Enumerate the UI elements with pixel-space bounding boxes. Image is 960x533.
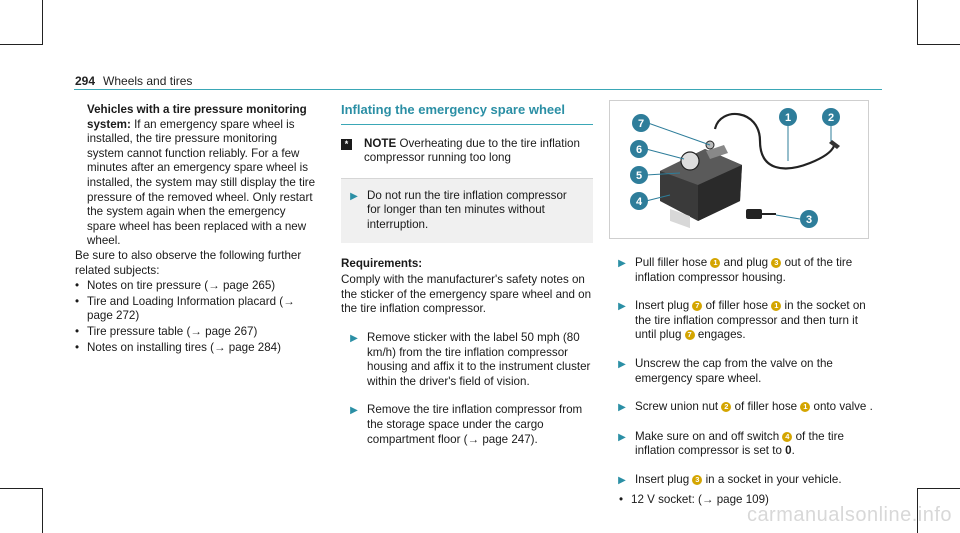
callout-4 xyxy=(630,192,648,210)
number-badge: 1 xyxy=(800,402,810,412)
middle-column xyxy=(341,103,593,447)
svg-text:2: 2 xyxy=(827,112,835,124)
step-text: Remove sticker with the label 50 mph (80 km/h) from the tire inflation compressor housing and affix it to the instrument cluster within the driver's field of vision. xyxy=(367,330,591,388)
number-badge: 2 xyxy=(721,402,731,412)
number-badge: 7 xyxy=(685,330,695,340)
step-text: Unscrew the cap from the valve on the emergency spare wheel. xyxy=(635,356,833,385)
note-label: NOTE xyxy=(364,136,397,150)
tire-inflation-compressor-illustration xyxy=(610,101,868,238)
intro-text: If an emergency spare wheel is installed, the tire pressure monitoring system cannot function reliably. For a few minutes after an emergency spare wheel is installed, the system may still display the tire pressure of the removed wheel. Only restart the system again when the emergency spare wheel has been replaced with a new wheel. xyxy=(87,117,316,248)
note-step-text: Do not run the tire inflation compressor for longer than ten minutes without interruption. xyxy=(367,188,567,231)
compressor-figure xyxy=(609,100,869,239)
callout-1 xyxy=(779,108,797,126)
instruction-step: ▶ Insert plug 7 of filler hose 1 in the socket on the tire inflation compressor and then turn it until plug 7 engages. xyxy=(609,299,875,343)
list-item[interactable]: • Tire pressure table (→ page 267) xyxy=(75,324,258,338)
see-also-text: Be sure to also observe the following further related subjects: xyxy=(75,248,302,277)
list-item[interactable]: • Notes on installing tires (→ page 284) xyxy=(75,340,281,354)
warning-icon: * xyxy=(341,139,352,150)
bullet-text: Notes on installing tires (→ page 284) xyxy=(87,340,281,354)
list-item[interactable]: • Notes on tire pressure (→ page 265) xyxy=(75,279,276,293)
step-arrow-icon: ▶ xyxy=(618,358,626,370)
svg-text:4: 4 xyxy=(635,196,643,208)
list-item[interactable]: • 12 V socket: (→ page 109) xyxy=(619,492,769,506)
section-heading: Inflating the emergency spare wheel xyxy=(341,102,565,117)
crop-mark xyxy=(42,0,43,45)
requirements-title: Requirements: xyxy=(341,256,423,270)
step-arrow-icon: ▶ xyxy=(618,301,626,313)
callout-7 xyxy=(632,114,650,132)
bullet-text: Tire pressure table (→ page 267) xyxy=(87,324,258,338)
instruction-step: ▶ Insert plug 3 in a socket in your vehicle. xyxy=(609,473,875,489)
callout-5 xyxy=(630,166,648,184)
svg-text:7: 7 xyxy=(637,118,645,130)
svg-text:6: 6 xyxy=(635,144,643,156)
instruction-step xyxy=(341,403,593,447)
number-badge: 7 xyxy=(692,301,702,311)
number-badge: 3 xyxy=(771,258,781,268)
intro-paragraph xyxy=(75,103,317,249)
svg-text:3: 3 xyxy=(805,214,813,226)
note-text: Overheating due to the tire inflation compressor running too long xyxy=(364,136,580,165)
watermark: carmanualsonline.info xyxy=(746,504,952,526)
step-arrow-icon: ▶ xyxy=(350,405,358,417)
left-column xyxy=(75,103,317,355)
instruction-step: ▶ Pull filler hose 1 and plug 3 out of the tire inflation compressor housing. xyxy=(609,256,875,285)
number-badge: 3 xyxy=(692,475,702,485)
callout-6 xyxy=(630,140,648,158)
callout-2 xyxy=(822,108,840,126)
svg-text:1: 1 xyxy=(784,112,792,124)
note-box xyxy=(341,125,593,179)
number-badge: 4 xyxy=(782,432,792,442)
intro-title: Vehicles with a tire pressure monitoring system: xyxy=(87,103,307,131)
step-arrow-icon: ▶ xyxy=(618,474,626,486)
number-badge: 1 xyxy=(710,258,720,268)
right-column xyxy=(609,242,875,507)
section-title: Wheels and tires xyxy=(103,74,193,88)
step-arrow-icon: ▶ xyxy=(350,190,358,202)
step-arrow-icon: ▶ xyxy=(618,431,626,443)
crop-mark xyxy=(42,488,43,533)
bullet-text: Notes on tire pressure (→ page 265) xyxy=(87,279,276,293)
crop-mark xyxy=(917,44,960,45)
page-number: 294 xyxy=(75,74,96,88)
bullet-text: Tire and Loading Information placard (→ page 272) xyxy=(87,294,295,323)
instruction-step xyxy=(341,331,593,389)
step-arrow-icon: ▶ xyxy=(618,258,626,269)
step-arrow-icon: ▶ xyxy=(618,402,626,414)
number-badge: 1 xyxy=(771,301,781,311)
svg-text:5: 5 xyxy=(635,170,643,182)
header-rule xyxy=(74,89,882,90)
bullet-text: 12 V socket: (→ page 109) xyxy=(631,492,769,506)
crop-mark xyxy=(0,44,43,45)
note-step xyxy=(341,179,593,243)
crop-mark xyxy=(0,488,43,489)
instruction-step xyxy=(609,357,875,386)
callout-3 xyxy=(800,210,818,228)
step-arrow-icon: ▶ xyxy=(350,332,358,344)
instruction-step: ▶ Screw union nut 2 of filler hose 1 onto valve . xyxy=(609,400,875,416)
crop-mark xyxy=(917,488,960,489)
instruction-step: ▶ Make sure on and off switch 4 of the tire inflation compressor is set to 0. xyxy=(609,430,875,459)
requirements-text: Comply with the manufacturer's safety notes on the sticker of the emergency spare wheel and on the tire inflation compressor. xyxy=(341,273,592,316)
page-header xyxy=(75,74,192,88)
crop-mark xyxy=(917,0,918,45)
step-text: Remove the tire inflation compressor from the storage space under the cargo compartment floor (→ page 247). xyxy=(367,403,583,446)
list-item[interactable]: • Tire and Loading Information placard (→ page 272) xyxy=(75,295,317,324)
